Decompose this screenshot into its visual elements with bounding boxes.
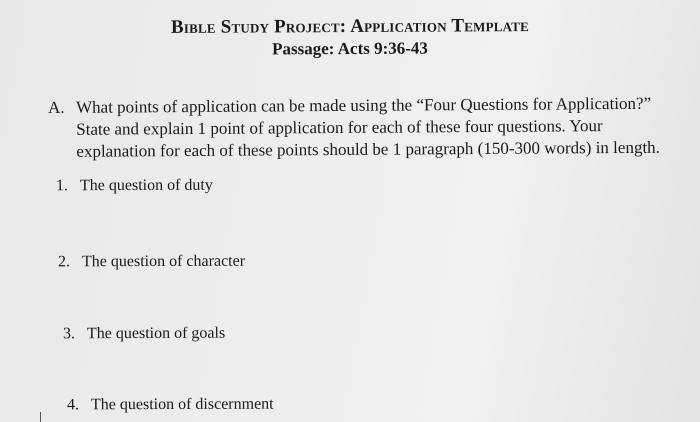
question-text: The question of goals bbox=[86, 324, 226, 343]
question-item-discernment bbox=[67, 396, 274, 415]
question-number: 4. bbox=[66, 396, 80, 414]
section-a-line-2: State and explain 1 point of application for each of these four questions. Your bbox=[76, 116, 603, 139]
section-a-instructions bbox=[48, 93, 688, 163]
question-number: 1. bbox=[55, 177, 69, 195]
question-text: The question of discernment bbox=[90, 395, 274, 414]
question-text: The question of character bbox=[81, 252, 246, 271]
section-a-line-3: explanation for each of these points should be 1 paragraph (150-300 words) in length. bbox=[76, 137, 660, 161]
question-item-duty bbox=[56, 177, 213, 196]
section-a-marker: A. bbox=[48, 97, 65, 117]
question-item-character bbox=[58, 253, 245, 272]
question-item-goals bbox=[63, 325, 225, 344]
margin-mark bbox=[40, 412, 41, 422]
section-a-line-1: What points of application can be made using the “Four Questions for Application?” bbox=[76, 93, 652, 117]
passage-subtitle: Passage: Acts 9:36-43 bbox=[272, 38, 428, 59]
question-text: The question of duty bbox=[79, 176, 213, 195]
section-a-text bbox=[76, 93, 688, 163]
document-title: Bible Study Project: Application Template bbox=[170, 15, 530, 38]
question-number: 2. bbox=[57, 253, 71, 271]
question-number: 3. bbox=[62, 325, 76, 343]
